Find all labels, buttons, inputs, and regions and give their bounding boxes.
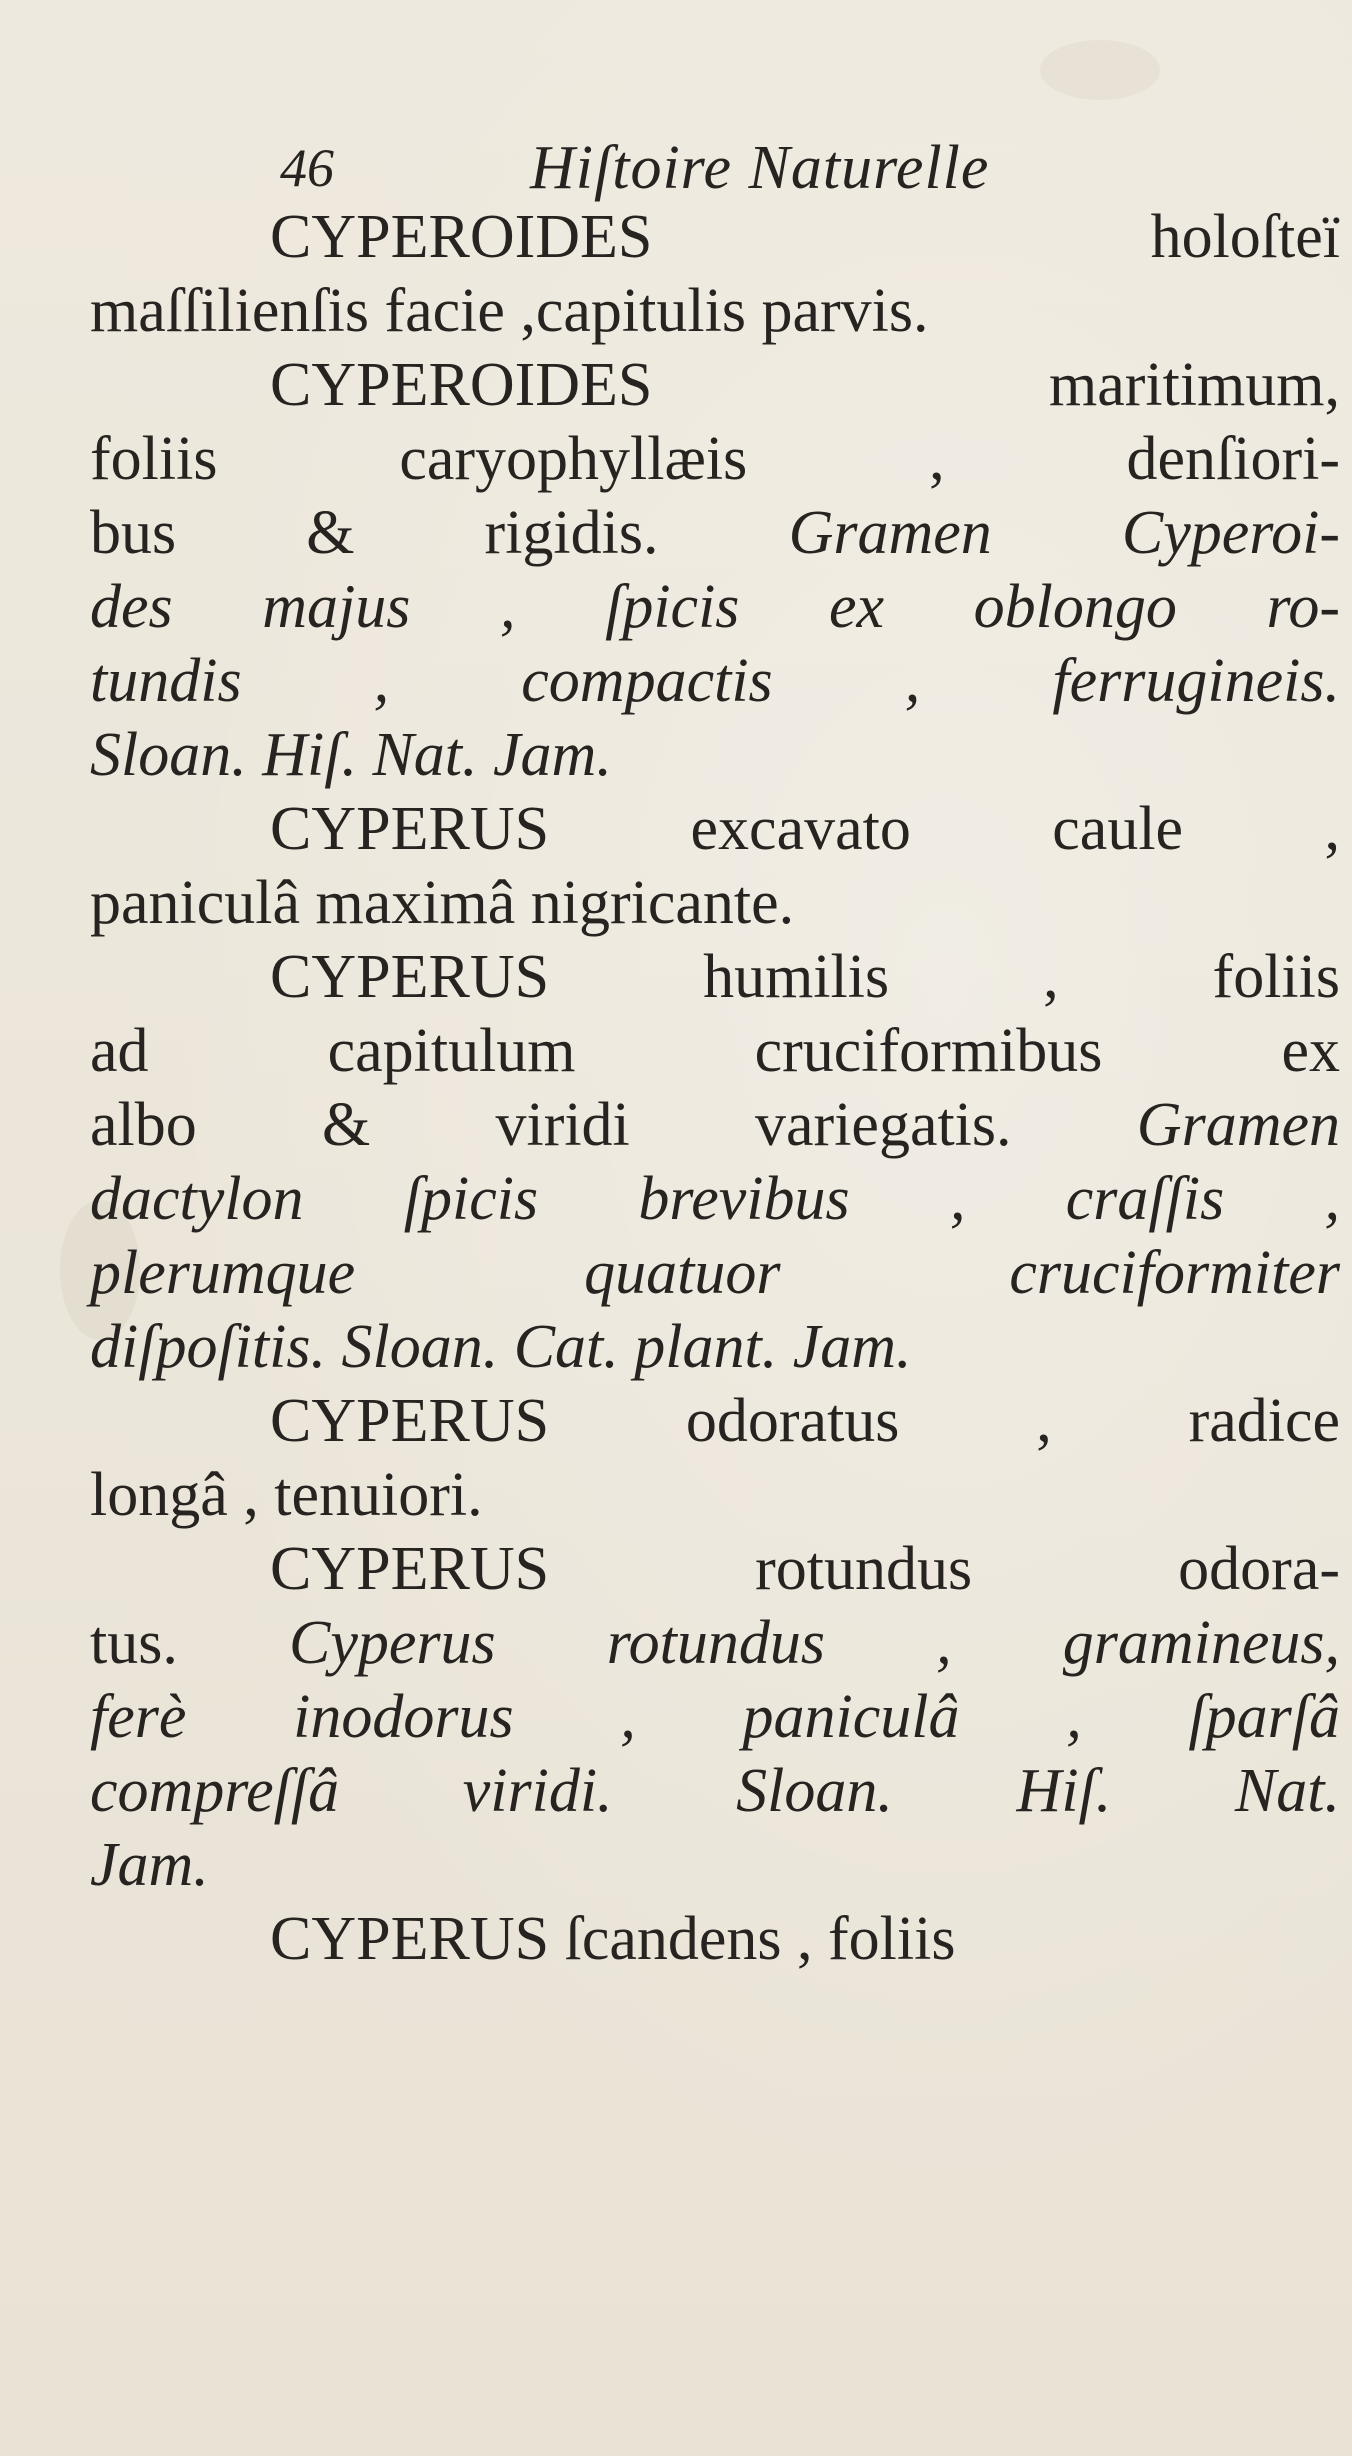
text-line-content xyxy=(270,348,1340,422)
italic-text: Cyperus rotundus , gramineus, xyxy=(289,1609,1340,1677)
italic-text: Sloan. Hiſ. Nat. Jam. xyxy=(90,721,612,789)
text-line xyxy=(90,1384,1340,1458)
text-line xyxy=(90,866,1340,940)
body-text xyxy=(90,200,1340,1976)
roman-text: CYPERUS humilis , foliis xyxy=(270,943,1340,1011)
text-line xyxy=(90,496,1340,570)
italic-text: Gramen xyxy=(1136,1091,1340,1159)
text-line xyxy=(90,422,1340,496)
text-line xyxy=(90,1902,1340,1976)
text-line xyxy=(90,1088,1340,1162)
text-line xyxy=(90,274,1340,348)
italic-text: ferè inodorus , paniculâ , ſparſâ xyxy=(90,1683,1340,1751)
text-line xyxy=(90,1532,1340,1606)
text-line-content xyxy=(90,422,1340,496)
text-line xyxy=(90,1236,1340,1310)
text-line-content xyxy=(90,1754,1340,1828)
text-line-content xyxy=(90,644,1340,718)
text-line xyxy=(90,1014,1340,1088)
text-line xyxy=(90,1680,1340,1754)
roman-text: CYPERUS excavato caule , xyxy=(270,795,1340,863)
text-line-content xyxy=(270,792,1340,866)
roman-text: maſſilienſis facie ,capitulis parvis. xyxy=(90,277,929,345)
text-line-content xyxy=(90,1088,1340,1162)
roman-text: ad capitulum cruciformibus ex xyxy=(90,1017,1340,1085)
text-line xyxy=(90,644,1340,718)
text-line xyxy=(90,1606,1340,1680)
text-line-content xyxy=(270,1384,1340,1458)
italic-text: dactylon ſpicis brevibus , craſſis , xyxy=(90,1165,1340,1233)
text-line-content xyxy=(270,1902,1340,1976)
text-line-content xyxy=(90,496,1340,570)
text-line xyxy=(90,718,1340,792)
roman-text: CYPERUS odoratus , radice xyxy=(270,1387,1340,1455)
text-line-content xyxy=(90,1236,1340,1310)
roman-text: CYPERUS ſcandens , foliis xyxy=(270,1905,956,1973)
text-line xyxy=(90,570,1340,644)
roman-text: longâ , tenuiori. xyxy=(90,1461,483,1529)
roman-text: foliis caryophyllæis , denſiori- xyxy=(90,425,1340,493)
text-line-content xyxy=(90,570,1340,644)
text-line-content xyxy=(90,1828,1340,1902)
text-line-content xyxy=(90,1458,1340,1532)
paper-stain xyxy=(1040,40,1160,100)
text-line-content xyxy=(90,1014,1340,1088)
text-line xyxy=(90,1458,1340,1532)
text-line xyxy=(90,1310,1340,1384)
page-header xyxy=(0,128,1352,208)
italic-text: plerumque quatuor cruciformiter xyxy=(90,1239,1340,1307)
text-line-content xyxy=(90,1310,1340,1384)
text-line xyxy=(90,940,1340,1014)
roman-text: CYPEROIDES holoſteï xyxy=(270,203,1340,271)
text-line xyxy=(90,200,1340,274)
text-line xyxy=(90,348,1340,422)
page-number: 46 xyxy=(280,138,334,198)
text-line-content xyxy=(90,718,1340,792)
text-line-content xyxy=(270,1532,1340,1606)
text-line-content xyxy=(90,1162,1340,1236)
text-line-content xyxy=(90,1606,1340,1680)
roman-text: bus & rigidis. xyxy=(90,499,789,567)
roman-text: CYPERUS rotundus odora- xyxy=(270,1535,1340,1603)
text-line-content xyxy=(90,274,1340,348)
italic-text: des majus , ſpicis ex oblongo ro- xyxy=(90,573,1340,641)
roman-text: albo & viridi variegatis. xyxy=(90,1091,1137,1159)
text-line xyxy=(90,1162,1340,1236)
text-line-content xyxy=(90,866,1340,940)
italic-text: diſpoſitis. Sloan. Cat. plant. Jam. xyxy=(90,1313,912,1381)
italic-text: compreſſâ viridi. Sloan. Hiſ. Nat. xyxy=(90,1757,1340,1825)
italic-text: Jam. xyxy=(90,1831,209,1899)
roman-text: CYPEROIDES maritimum, xyxy=(270,351,1340,419)
roman-text: tus. xyxy=(90,1609,289,1677)
italic-text: tundis , compactis , ferrugineis. xyxy=(90,647,1340,715)
text-line-content xyxy=(270,200,1340,274)
italic-text: Gramen Cyperoi- xyxy=(788,499,1340,567)
running-title: Hiſtoire Naturelle xyxy=(530,134,990,202)
text-line-content xyxy=(90,1680,1340,1754)
text-line-content xyxy=(270,940,1340,1014)
text-line xyxy=(90,1828,1340,1902)
text-line xyxy=(90,792,1340,866)
roman-text: paniculâ maximâ nigricante. xyxy=(90,869,795,937)
text-line xyxy=(90,1754,1340,1828)
